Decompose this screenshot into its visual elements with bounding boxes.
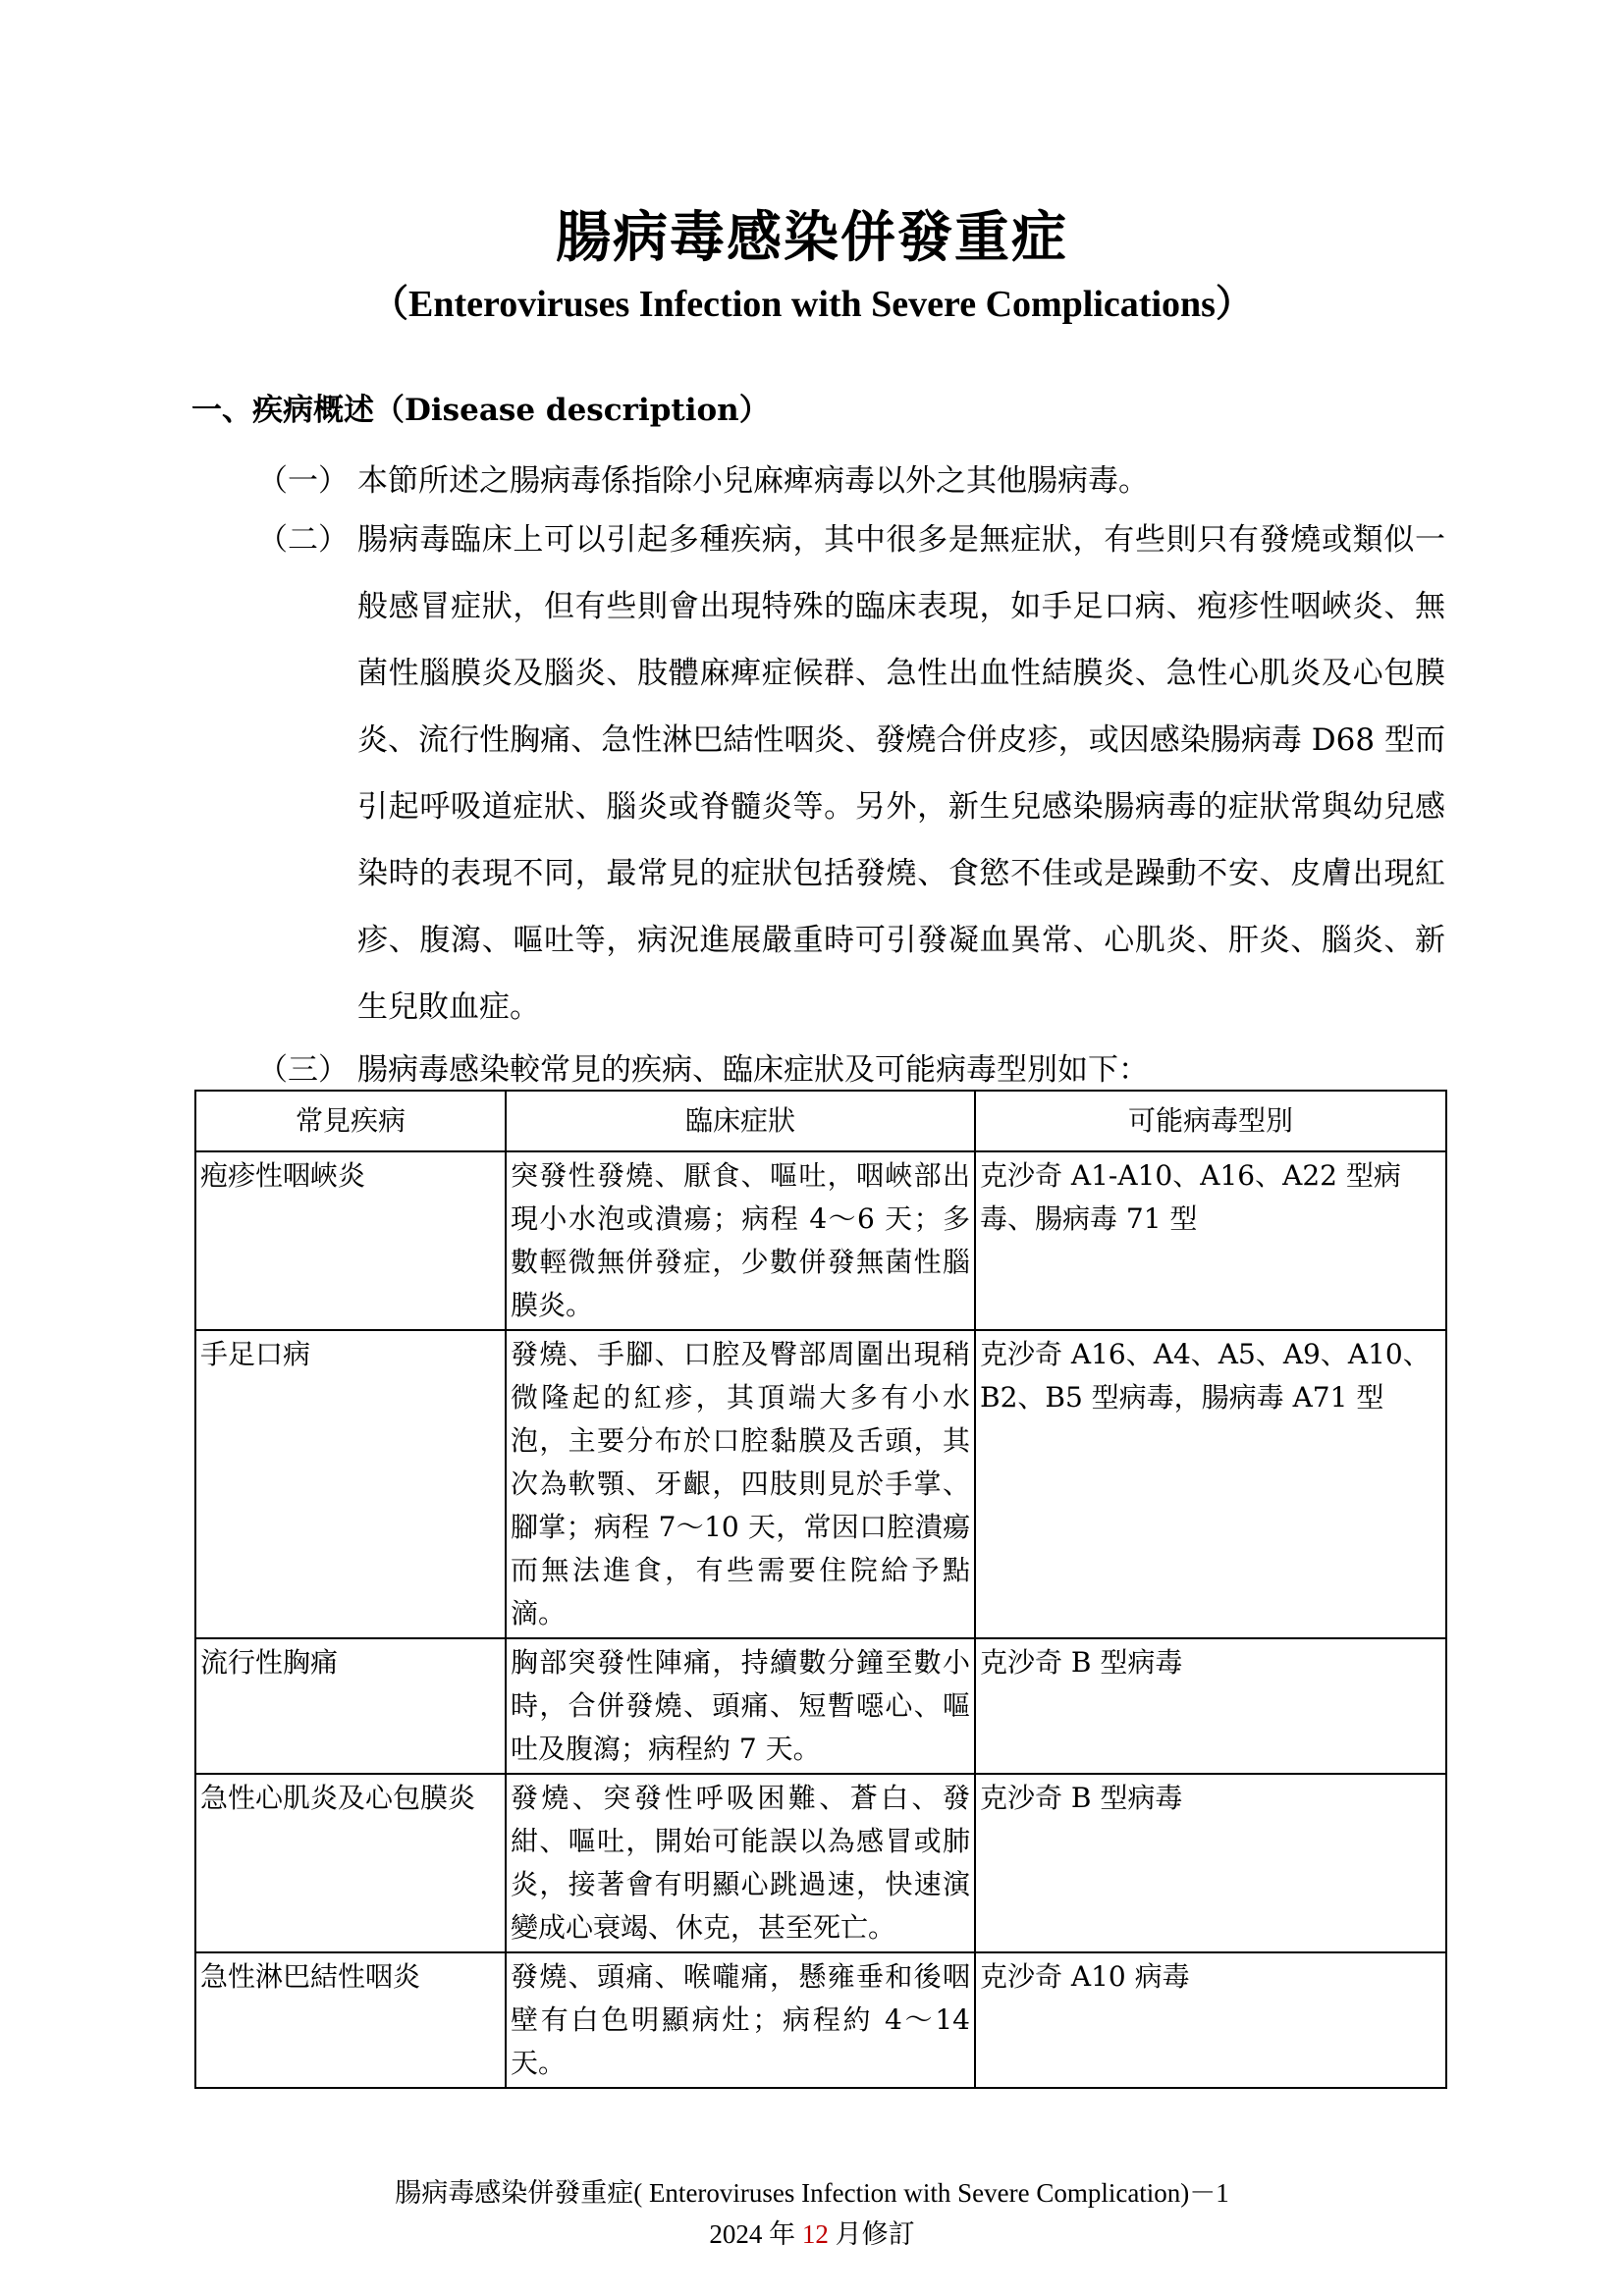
- cell-disease: 流行性胸痛: [195, 1638, 506, 1774]
- paragraph-label: （二）: [257, 522, 349, 558]
- table-row: [195, 1774, 1446, 1952]
- section-heading: 一、疾病概述（Disease description）: [191, 393, 770, 428]
- page-title: 腸病毒感染併發重症: [556, 205, 1068, 270]
- footer-year: 2024 年: [709, 2219, 802, 2249]
- cell-virus: 克沙奇 B 型病毒: [975, 1638, 1446, 1774]
- page-subtitle: （Enteroviruses Infection with Severe Complications）: [371, 284, 1253, 325]
- cell-symptoms: 發燒、突發性呼吸困難、蒼白、發紺、嘔吐，開始可能誤以為感冒或肺炎，接著會有明顯心跳過速，快速演變成心衰竭、休克，甚至死亡。: [506, 1774, 975, 1952]
- cell-symptoms: 發燒、手腳、口腔及臀部周圍出現稍微隆起的紅疹，其頂端大多有小水泡，主要分布於口腔黏膜及舌頭，其次為軟顎、牙齦，四肢則見於手掌、腳掌；病程 7～10 天，常因口腔潰瘍而無法進食，有些需要住院給予點滴。: [506, 1330, 975, 1638]
- column-header-symptoms: 臨床症狀: [506, 1091, 975, 1151]
- table-row: [195, 1330, 1446, 1638]
- cell-disease: 急性心肌炎及心包膜炎: [195, 1774, 506, 1952]
- cell-virus: 克沙奇 A10 病毒: [975, 1952, 1446, 2088]
- column-header-virus: 可能病毒型別: [975, 1091, 1446, 1151]
- footer-suffix: 月修訂: [828, 2219, 915, 2249]
- footer-title: 腸病毒感染併發重症( Enteroviruses Infection with Severe Complication)－1: [395, 2178, 1229, 2208]
- cell-symptoms: 發燒、頭痛、喉嚨痛，懸雍垂和後咽壁有白色明顯病灶；病程約 4～14 天。: [506, 1952, 975, 2088]
- cell-symptoms: 突發性發燒、厭食、嘔吐，咽峽部出現小水泡或潰瘍；病程 4～6 天；多數輕微無併發症，少數併發無菌性腦膜炎。: [506, 1151, 975, 1330]
- cell-disease: 手足口病: [195, 1330, 506, 1638]
- table-row: [195, 1952, 1446, 2088]
- paragraph-label: （一）: [257, 463, 349, 499]
- cell-virus: 克沙奇 A16、A4、A5、A9、A10、B2、B5 型病毒，腸病毒 A71 型: [975, 1330, 1446, 1638]
- cell-symptoms: 胸部突發性陣痛，持續數分鐘至數小時，合併發燒、頭痛、短暫噁心、嘔吐及腹瀉；病程約 7 天。: [506, 1638, 975, 1774]
- footer-revision: [0, 2213, 1624, 2251]
- cell-virus: 克沙奇 B 型病毒: [975, 1774, 1446, 1952]
- paragraph-text: 腸病毒感染較常見的疾病、臨床症狀及可能病毒型別如下：: [357, 1052, 1149, 1088]
- footer-month: 12: [801, 2219, 829, 2249]
- disease-table: [194, 1090, 1447, 2089]
- table-header-row: [195, 1091, 1446, 1151]
- paragraph-label: （三）: [257, 1052, 349, 1088]
- table-row: [195, 1151, 1446, 1330]
- table-row: [195, 1638, 1446, 1774]
- paragraph-text: 腸病毒臨床上可以引起多種疾病，其中很多是無症狀，有些則只有發燒或類似一般感冒症狀，但有些則會出現特殊的臨床表現，如手足口病、疱疹性咽峽炎、無菌性腦膜炎及腦炎、肢體麻痺症候群、急性出血性結膜炎、急性心肌炎及心包膜炎、流行性胸痛、急性淋巴結性咽炎、發燒合併皮疹，或因感染腸病毒 D68 型而引起呼吸道症狀、腦炎或脊髓炎等。另外，新生兒感染腸病毒的症狀常與幼兒感染時的表現不同，最常見的症狀包括發燒、食慾不佳或是躁動不安、皮膚出現紅疹、腹瀉、嘔吐等，病況進展嚴重時可引發凝血異常、心肌炎、肝炎、腦炎、新生兒敗血症。: [357, 522, 1445, 1025]
- cell-disease: 急性淋巴結性咽炎: [195, 1952, 506, 2088]
- column-header-disease: 常見疾病: [195, 1091, 506, 1151]
- cell-virus: 克沙奇 A1-A10、A16、A22 型病毒、腸病毒 71 型: [975, 1151, 1446, 1330]
- paragraph-text: 本節所述之腸病毒係指除小兒麻痺病毒以外之其他腸病毒。: [357, 463, 1149, 499]
- cell-disease: 疱疹性咽峽炎: [195, 1151, 506, 1330]
